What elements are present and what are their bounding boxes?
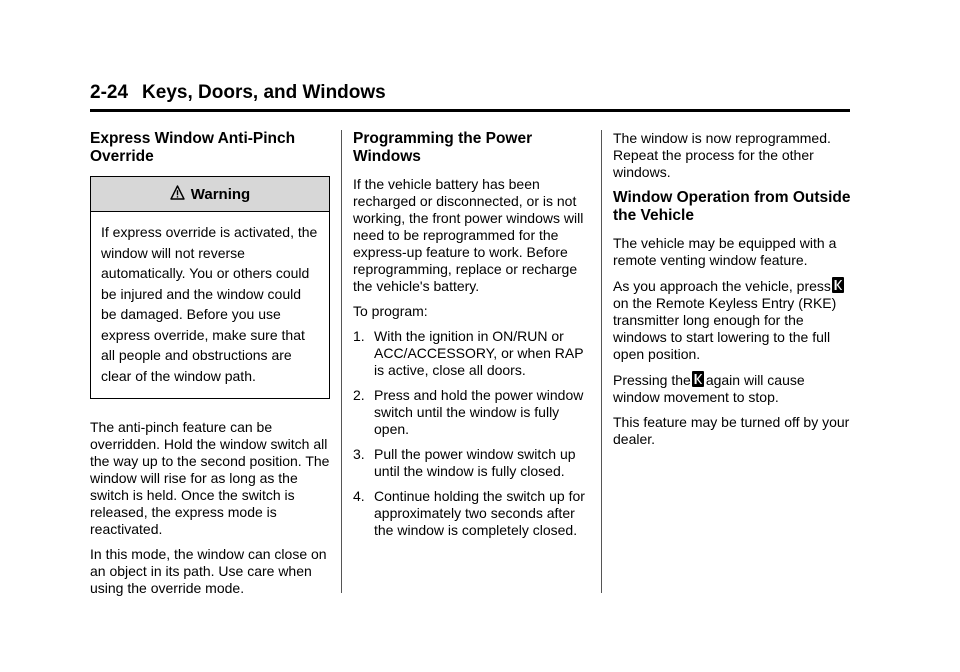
column-2 <box>353 130 589 547</box>
step-number: 4. <box>353 488 365 504</box>
header-rule <box>90 109 850 112</box>
warning-text: If express override is activated, the window will not reverse automatically. You or others could be injured and the window could be damaged. Before you use express override, make sure that all people and obstructions are clear of the window path. <box>101 224 318 384</box>
paragraph: If the vehicle battery has been recharged or disconnected, or is not working, the front power windows will need to be reprogrammed for the express-up feature to work. Before reprogramming, replace or recharge the vehicle's battery. <box>353 176 584 294</box>
page-number: 2-24 <box>90 82 129 103</box>
programming-heading: Programming the Power Windows <box>353 130 533 165</box>
paragraph <box>613 371 855 406</box>
step-text: Continue holding the switch up for approximately two seconds after the window is completely closed. <box>374 488 585 538</box>
rke-unlock-key-icon <box>832 277 844 293</box>
list-item <box>353 387 589 438</box>
warning-label: Warning <box>190 185 251 203</box>
column-divider <box>341 130 342 593</box>
column-1 <box>90 130 330 605</box>
steps-list <box>353 328 589 539</box>
warning-box <box>90 176 330 399</box>
paragraph: The anti-pinch feature can be overridden. Hold the window switch all the way up to the second position. The window will rise for as long as the switch is held. Once the switch is released, the express mode is reactivated. <box>90 419 330 537</box>
step-text: With the ignition in ON/RUN or ACC/ACCESSORY, or when RAP is active, close all doors. <box>374 328 584 378</box>
text-run: again will cause window movement to stop. <box>613 372 805 405</box>
paragraph <box>613 277 855 363</box>
rke-unlock-key-icon <box>692 371 704 387</box>
paragraph: This feature may be turned off by your dealer. <box>613 414 850 447</box>
column-divider <box>601 130 602 593</box>
step-text: Press and hold the power window switch until the window is fully open. <box>374 387 584 437</box>
to-program-label: To program: <box>353 303 428 319</box>
list-item <box>353 328 589 379</box>
anti-pinch-heading: Express Window Anti-Pinch Override <box>90 130 296 165</box>
outside-operation-heading: Window Operation from Outside the Vehicle <box>613 189 851 224</box>
step-number: 2. <box>353 387 365 403</box>
paragraph: In this mode, the window can close on an object in its path. Use care when using the override mode. <box>90 546 327 596</box>
list-item <box>353 446 589 480</box>
text-run: on the Remote Keyless Entry (RKE) transmitter long enough for the windows to start lowering to the full open position. <box>613 295 837 362</box>
warning-header <box>91 177 329 212</box>
header-title <box>90 82 850 109</box>
list-item <box>353 488 589 539</box>
section-title: Keys, Doors, and Windows <box>142 82 386 103</box>
text-run: As you approach the vehicle, press <box>613 278 831 294</box>
page-header <box>90 82 850 112</box>
step-number: 3. <box>353 446 365 462</box>
step-text: Pull the power window switch up until the window is fully closed. <box>374 446 576 479</box>
warning-triangle-icon <box>170 185 185 204</box>
step-number: 1. <box>353 328 365 344</box>
column-3 <box>613 130 855 456</box>
text-run: Pressing the <box>613 372 691 388</box>
paragraph: The vehicle may be equipped with a remote venting window feature. <box>613 235 837 268</box>
paragraph: The window is now reprogrammed. Repeat the process for the other windows. <box>613 130 831 180</box>
